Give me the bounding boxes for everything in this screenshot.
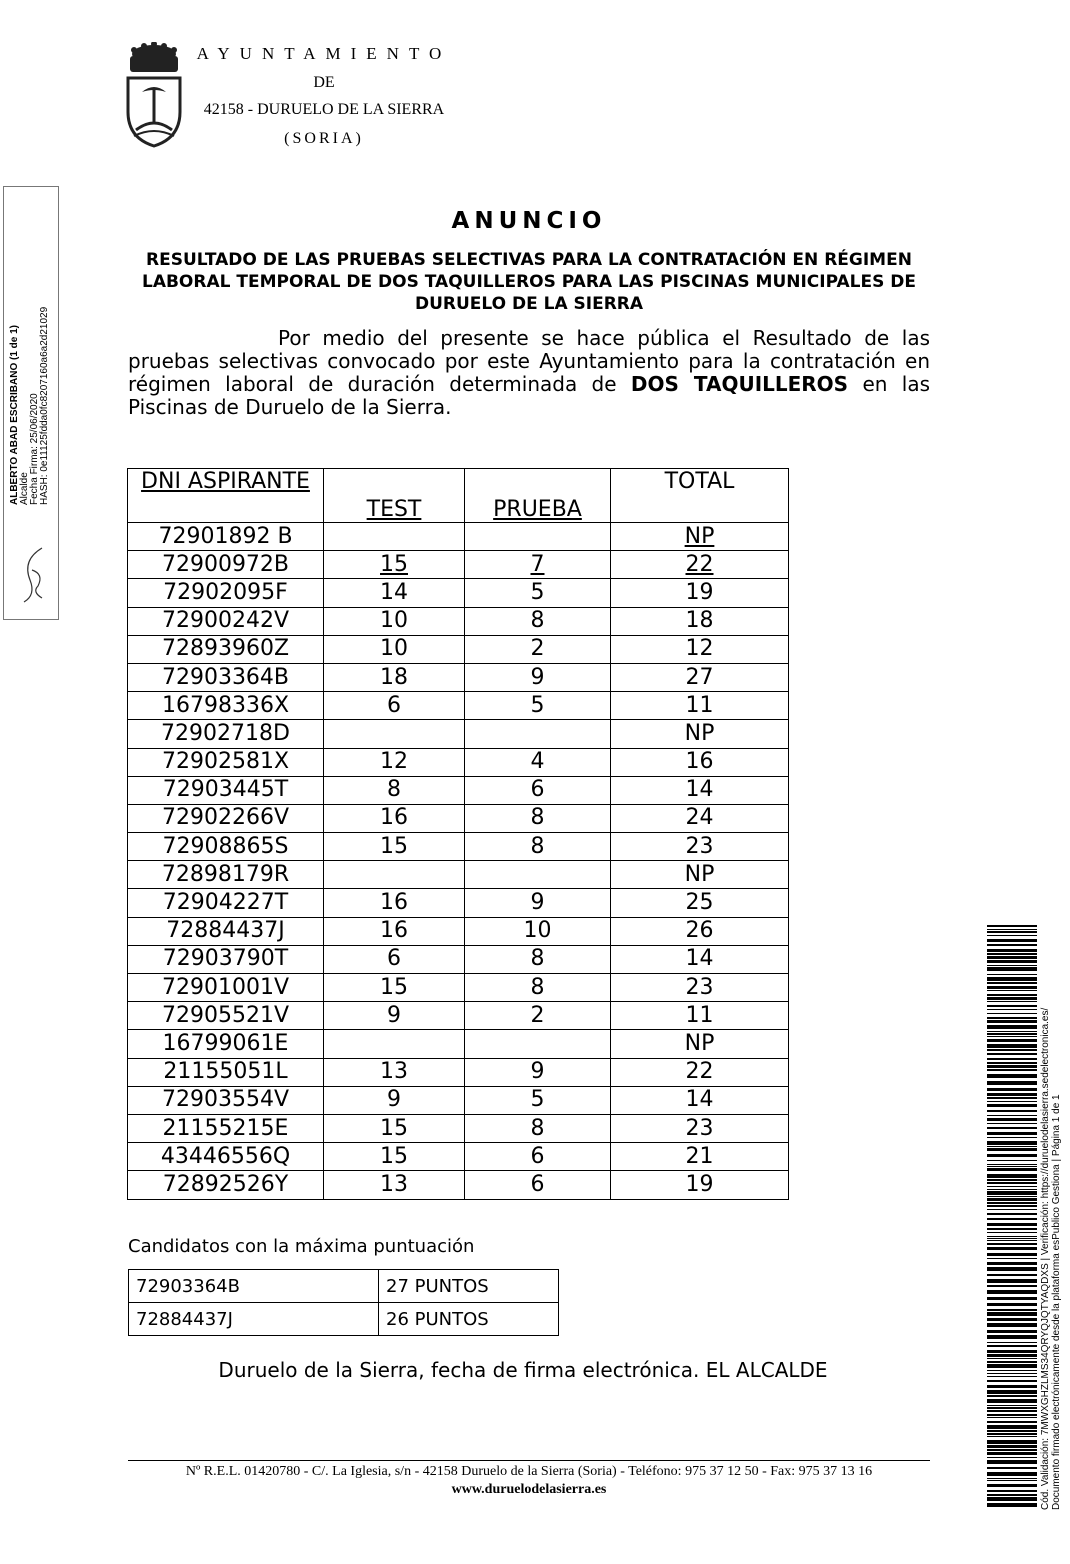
cell-test: 15: [324, 974, 465, 1002]
cell-test: 12: [324, 748, 465, 776]
barcode-bar: [987, 929, 1037, 930]
barcode-bar: [987, 1101, 1037, 1102]
coat-of-arms-logo: [124, 42, 184, 150]
barcode-bar: [987, 1318, 1037, 1321]
barcode-bar: [987, 1232, 1037, 1233]
barcode-bar: [987, 965, 1037, 966]
barcode-bar: [987, 1405, 1037, 1406]
barcode-bar: [987, 1414, 1037, 1416]
barcode-bar: [987, 1205, 1037, 1207]
header-test: TEST: [324, 469, 465, 523]
barcode-bar: [987, 1062, 1037, 1064]
barcode-bar: [987, 1168, 1037, 1171]
barcode-bar: [987, 944, 1037, 946]
barcode-bar: [987, 1285, 1037, 1287]
cell-prueba: 8: [465, 833, 611, 861]
cell-test: [324, 861, 465, 889]
cell-dni: 72908865S: [128, 833, 324, 861]
body-text-part2: en las Piscinas de Duruelo de la Sierra.: [128, 372, 930, 419]
barcode-bar: [987, 1033, 1037, 1035]
header-prueba: PRUEBA: [465, 469, 611, 523]
barcode-bar: [987, 1074, 1037, 1078]
barcode-bar: [987, 1154, 1037, 1157]
table-row: [128, 579, 789, 607]
header-dni: DNI ASPIRANTE: [128, 469, 324, 523]
barcode-bar: [987, 1097, 1037, 1099]
cell-dni: 72904227T: [128, 889, 324, 917]
cell-prueba: [465, 720, 611, 748]
cell-total: 11: [611, 1002, 789, 1030]
barcode-bar: [987, 1262, 1037, 1265]
cell-total: NP: [611, 720, 789, 748]
barcode-bar: [987, 931, 1037, 933]
barcode-bar: [987, 1436, 1037, 1437]
cell-prueba: 5: [465, 692, 611, 720]
barcode-bar: [987, 956, 1037, 959]
barcode-bar: [987, 1236, 1037, 1237]
validation-line-2: Documento firmado electrónicamente desde la plataforma esPublico Gestiona | Página 1 de 1: [1051, 1094, 1062, 1510]
barcode-bar: [987, 1110, 1037, 1112]
barcode-bar: [987, 1390, 1037, 1394]
barcode-bar: [987, 1323, 1037, 1327]
barcode-bar: [987, 1069, 1037, 1071]
barcode-bar: [987, 1452, 1037, 1455]
barcode-bar: [987, 1146, 1037, 1147]
cell-dni: 72900972B: [128, 551, 324, 579]
cell-test: 10: [324, 607, 465, 635]
candidate-row: [129, 1303, 559, 1336]
barcode-bar: [987, 1044, 1037, 1048]
barcode-bar: [987, 1065, 1037, 1068]
cell-prueba: [465, 861, 611, 889]
barcode-bar: [987, 1031, 1037, 1032]
cell-test: 8: [324, 776, 465, 804]
cell-test: [324, 720, 465, 748]
barcode-bar: [987, 1213, 1037, 1215]
barcode-bar: [987, 1258, 1037, 1259]
barcode-bar: [987, 949, 1037, 952]
cell-prueba: 8: [465, 974, 611, 1002]
cell-total: 27: [611, 663, 789, 691]
cell-dni: 72902581X: [128, 748, 324, 776]
barcode-bar: [987, 1342, 1037, 1343]
document-subtitle: RESULTADO DE LAS PRUEBAS SELECTIVAS PARA LA CONTRATACIÓN EN RÉGIMEN LABORAL TEMPORAL DE DOS TAQUILLEROS PARA LAS PISCINAS MUNICIPALES DE DURUELO DE LA SIERRA: [141, 250, 916, 314]
table-row: [128, 945, 789, 973]
cell-prueba: 2: [465, 1002, 611, 1030]
cell-total: 22: [611, 551, 789, 579]
body-text-bold: DOS TAQUILLEROS: [630, 372, 849, 396]
cell-test: 16: [324, 804, 465, 832]
barcode-bar: [987, 1243, 1037, 1245]
footer-address: Nº R.E.L. 01420780 - C/. La Iglesia, s/n - 42158 Duruelo de la Sierra (Soria) - Teléfono: 975 37 12 50 - Fax: 975 37 13 16: [185, 1464, 873, 1479]
barcode-bar: [987, 1166, 1037, 1167]
cell-total: 14: [611, 776, 789, 804]
barcode-bar: [987, 1039, 1037, 1042]
barcode-bar: [987, 1433, 1037, 1435]
barcode-bar: [987, 1186, 1037, 1187]
cell-test: 13: [324, 1171, 465, 1199]
barcode-bar: [987, 1191, 1037, 1195]
cell-total: 14: [611, 945, 789, 973]
cell-prueba: [465, 523, 611, 551]
barcode-bar: [987, 1020, 1037, 1023]
barcode-bar: [987, 935, 1037, 936]
cell-total: NP: [611, 861, 789, 889]
barcode-bar: [987, 1118, 1037, 1121]
barcode-bar: [987, 960, 1037, 963]
cell-total: 16: [611, 748, 789, 776]
barcode: [987, 925, 1037, 1510]
table-row: [128, 776, 789, 804]
cell-prueba: [465, 1030, 611, 1058]
table-row: [128, 1030, 789, 1058]
handwritten-signature: [12, 540, 52, 610]
barcode-bar: [987, 1049, 1037, 1051]
barcode-bar: [987, 994, 1037, 996]
barcode-bar: [987, 1449, 1037, 1451]
cell-test: [324, 523, 465, 551]
cell-prueba: 8: [465, 945, 611, 973]
barcode-bar: [987, 1174, 1037, 1178]
table-row: [128, 551, 789, 579]
footer-website: www.duruelodelasierra.es: [451, 1482, 607, 1497]
barcode-bar: [987, 1240, 1037, 1241]
results-body: [128, 523, 789, 1200]
footer-divider: [128, 1460, 930, 1461]
cell-dni: 72892526Y: [128, 1171, 324, 1199]
barcode-bar: [987, 1358, 1037, 1359]
table-row: [128, 974, 789, 1002]
candidate-row: [129, 1270, 559, 1303]
cell-prueba: 5: [465, 1086, 611, 1114]
cell-total: 23: [611, 1114, 789, 1142]
barcode-bar: [987, 982, 1037, 984]
cell-test: 9: [324, 1086, 465, 1114]
table-row: [128, 748, 789, 776]
candidates-body: [129, 1270, 559, 1336]
barcode-bar: [987, 1182, 1037, 1184]
cell-dni: 72898179R: [128, 861, 324, 889]
barcode-bar: [987, 1209, 1037, 1210]
barcode-bar: [987, 1460, 1037, 1464]
document-body: [128, 327, 930, 419]
cell-dni: 72902718D: [128, 720, 324, 748]
cell-test: 15: [324, 1114, 465, 1142]
cell-prueba: 10: [465, 917, 611, 945]
table-row: [128, 607, 789, 635]
cell-total: 23: [611, 833, 789, 861]
cell-prueba: 8: [465, 804, 611, 832]
table-row: [128, 917, 789, 945]
barcode-bar: [987, 1494, 1037, 1496]
barcode-bar: [987, 1297, 1037, 1300]
cell-test: 13: [324, 1058, 465, 1086]
candidate-dni: 72903364B: [129, 1270, 379, 1303]
table-row: [128, 1002, 789, 1030]
cell-dni: 72903364B: [128, 663, 324, 691]
barcode-bar: [987, 1005, 1037, 1007]
candidate-points: 27 PUNTOS: [379, 1270, 559, 1303]
barcode-bar: [987, 1399, 1037, 1403]
barcode-bar: [987, 1141, 1037, 1145]
cell-dni: 72903790T: [128, 945, 324, 973]
barcode-bar: [987, 1309, 1037, 1311]
barcode-bar: [987, 1218, 1037, 1220]
cell-total: 11: [611, 692, 789, 720]
cell-test: 16: [324, 917, 465, 945]
cell-prueba: 6: [465, 1143, 611, 1171]
barcode-bar: [987, 1410, 1037, 1412]
results-table: [127, 468, 789, 1200]
barcode-bar: [987, 1001, 1037, 1002]
barcode-bar: [987, 1137, 1037, 1138]
cell-total: 21: [611, 1143, 789, 1171]
header-address: 42158 - DURUELO DE LA SIERRA: [203, 101, 445, 118]
barcode-bar: [987, 1361, 1037, 1363]
cell-total: 24: [611, 804, 789, 832]
barcode-bar: [987, 1503, 1037, 1507]
barcode-bar: [987, 1179, 1037, 1181]
barcode-bar: [987, 1472, 1037, 1476]
barcode-bar: [987, 1009, 1037, 1010]
barcode-bar: [987, 1480, 1037, 1481]
cell-prueba: 4: [465, 748, 611, 776]
cell-total: 12: [611, 635, 789, 663]
barcode-bar: [987, 1440, 1037, 1444]
table-row: [128, 720, 789, 748]
barcode-bar: [987, 1312, 1037, 1316]
validation-line-1: Cód. Validación: 7MWXGHZLMS34QRYQJQTYAQDXS | Verificación: https://duruelodelasierra.sedelectronica.es/: [1040, 1007, 1051, 1510]
header-province: (SORIA): [284, 130, 364, 147]
cell-total: 18: [611, 607, 789, 635]
barcode-bar: [987, 1290, 1037, 1294]
barcode-bar: [987, 1478, 1037, 1479]
barcode-bar: [987, 1373, 1037, 1374]
barcode-bar: [987, 1202, 1037, 1204]
cell-dni: 16798336X: [128, 692, 324, 720]
table-row: [128, 1143, 789, 1171]
barcode-bar: [987, 1395, 1037, 1397]
table-row: [128, 1171, 789, 1199]
header-total: TOTAL: [611, 469, 789, 523]
table-row: [128, 692, 789, 720]
barcode-bar: [987, 1189, 1037, 1190]
cell-dni: 72903445T: [128, 776, 324, 804]
cell-test: 9: [324, 1002, 465, 1030]
barcode-bar: [987, 1115, 1037, 1116]
barcode-bar: [987, 953, 1037, 955]
barcode-bar: [987, 1223, 1037, 1226]
cell-total: 14: [611, 1086, 789, 1114]
cell-total: 22: [611, 1058, 789, 1086]
cell-test: 15: [324, 833, 465, 861]
barcode-bar: [987, 1430, 1037, 1432]
barcode-bar: [987, 1490, 1037, 1492]
cell-prueba: 7: [465, 551, 611, 579]
header-title: AYUNTAMIENTO: [196, 44, 452, 63]
barcode-bar: [987, 1198, 1037, 1201]
cell-test: 15: [324, 1143, 465, 1171]
table-row: [128, 523, 789, 551]
cell-total: NP: [611, 1030, 789, 1058]
barcode-bar: [987, 1467, 1037, 1469]
barcode-bar: [987, 1081, 1037, 1085]
signer-name: ALBERTO ABAD ESCRIBANO (1 de 1): [9, 324, 20, 505]
barcode-bar: [987, 1385, 1037, 1388]
cell-total: 19: [611, 579, 789, 607]
cell-prueba: 9: [465, 663, 611, 691]
cell-dni: 21155051L: [128, 1058, 324, 1086]
cell-dni: 72901001V: [128, 974, 324, 1002]
barcode-bar: [987, 1253, 1037, 1256]
barcode-bar: [987, 1093, 1037, 1096]
header-de: DE: [313, 74, 335, 91]
cell-total: 26: [611, 917, 789, 945]
barcode-bar: [987, 1370, 1037, 1371]
candidates-title: Candidatos con la máxima puntuación: [128, 1236, 475, 1257]
barcode-bar: [987, 1279, 1037, 1283]
cell-test: [324, 1030, 465, 1058]
barcode-bar: [987, 1123, 1037, 1124]
cell-test: 6: [324, 945, 465, 973]
barcode-bar: [987, 1345, 1037, 1347]
barcode-bar: [987, 1407, 1037, 1409]
candidate-points: 26 PUNTOS: [379, 1303, 559, 1336]
table-row: [128, 804, 789, 832]
barcode-bar: [987, 1104, 1037, 1107]
validation-text: [1040, 910, 1062, 1510]
table-row: [128, 1114, 789, 1142]
barcode-bar: [987, 1303, 1037, 1306]
barcode-bar: [987, 1017, 1037, 1019]
signature-hash: HASH: 0e11125fdda0fc8207160a6a2d21029: [39, 306, 50, 505]
table-row: [128, 663, 789, 691]
table-header-row: [128, 469, 789, 523]
barcode-bar: [987, 1160, 1037, 1161]
cell-prueba: 6: [465, 776, 611, 804]
barcode-bar: [987, 1267, 1037, 1271]
candidates-table: [128, 1269, 559, 1336]
barcode-bar: [987, 1228, 1037, 1230]
barcode-bar: [987, 1013, 1037, 1014]
barcode-bar: [987, 1025, 1037, 1029]
barcode-bar: [987, 1238, 1037, 1239]
cell-dni: 72893960Z: [128, 635, 324, 663]
barcode-bar: [987, 1088, 1037, 1091]
barcode-bar: [987, 1274, 1037, 1276]
closing-line: Duruelo de la Sierra, fecha de firma electrónica. EL ALCALDE: [218, 1358, 828, 1382]
cell-test: 6: [324, 692, 465, 720]
barcode-bar: [987, 997, 1037, 1000]
body-text-part1: Por medio del presente se hace pública el Resultado de las pruebas selectivas convocado por este Ayuntamiento para la contratación en régimen laboral de duración determinada de: [128, 326, 930, 396]
table-row: [128, 833, 789, 861]
barcode-bar: [987, 939, 1037, 942]
cell-dni: 72905521V: [128, 1002, 324, 1030]
cell-prueba: 8: [465, 607, 611, 635]
cell-dni: 21155215E: [128, 1114, 324, 1142]
cell-total: NP: [611, 523, 789, 551]
cell-total: 19: [611, 1171, 789, 1199]
candidate-dni: 72884437J: [129, 1303, 379, 1336]
cell-total: 23: [611, 974, 789, 1002]
barcode-bar: [987, 1457, 1037, 1458]
barcode-bar: [987, 1053, 1037, 1055]
table-row: [128, 635, 789, 663]
barcode-bar: [987, 990, 1037, 991]
barcode-bar: [987, 1247, 1037, 1250]
barcode-bar: [987, 1364, 1037, 1368]
barcode-bar: [987, 1417, 1037, 1418]
cell-prueba: 6: [465, 1171, 611, 1199]
barcode-bar: [987, 1354, 1037, 1357]
cell-test: 15: [324, 551, 465, 579]
barcode-bar: [987, 1058, 1037, 1060]
cell-dni: 72902095F: [128, 579, 324, 607]
barcode-bar: [987, 1196, 1037, 1197]
cell-test: 18: [324, 663, 465, 691]
cell-prueba: 5: [465, 579, 611, 607]
barcode-bar: [987, 1350, 1037, 1353]
barcode-bar: [987, 1127, 1037, 1129]
barcode-bar: [987, 1425, 1037, 1429]
cell-test: 16: [324, 889, 465, 917]
cell-dni: 72903554V: [128, 1086, 324, 1114]
cell-prueba: 9: [465, 1058, 611, 1086]
cell-prueba: 9: [465, 889, 611, 917]
cell-dni: 72902266V: [128, 804, 324, 832]
barcode-bar: [987, 1380, 1037, 1382]
cell-prueba: 8: [465, 1114, 611, 1142]
signature-stamp-text: [10, 265, 50, 505]
cell-dni: 16799061E: [128, 1030, 324, 1058]
cell-test: 10: [324, 635, 465, 663]
barcode-bar: [987, 986, 1037, 989]
barcode-bar: [987, 925, 1037, 927]
barcode-bar: [987, 1132, 1037, 1135]
barcode-bar: [987, 974, 1037, 975]
table-row: [128, 1086, 789, 1114]
cell-dni: 72884437J: [128, 917, 324, 945]
signer-role: Alcalde: [19, 472, 30, 505]
barcode-bar: [987, 967, 1037, 971]
table-row: [128, 1058, 789, 1086]
barcode-bar: [987, 1376, 1037, 1377]
table-row: [128, 861, 789, 889]
cell-test: 14: [324, 579, 465, 607]
cell-dni: 72901892 B: [128, 523, 324, 551]
barcode-bar: [987, 1497, 1037, 1501]
signature-date: Fecha Firma: 25/06/2020: [29, 393, 40, 505]
barcode-bar: [987, 1330, 1037, 1333]
barcode-bar: [987, 1148, 1037, 1151]
barcode-bar: [987, 977, 1037, 981]
barcode-bar: [987, 1164, 1037, 1165]
cell-dni: 43446556Q: [128, 1143, 324, 1171]
table-row: [128, 889, 789, 917]
barcode-bar: [987, 1421, 1037, 1423]
barcode-bar: [987, 1335, 1037, 1339]
barcode-bar: [987, 1036, 1037, 1037]
document-title: ANUNCIO: [451, 208, 607, 234]
cell-total: 25: [611, 889, 789, 917]
barcode-bar: [987, 1484, 1037, 1487]
cell-dni: 72900242V: [128, 607, 324, 635]
barcode-bar: [987, 1445, 1037, 1448]
cell-prueba: 2: [465, 635, 611, 663]
